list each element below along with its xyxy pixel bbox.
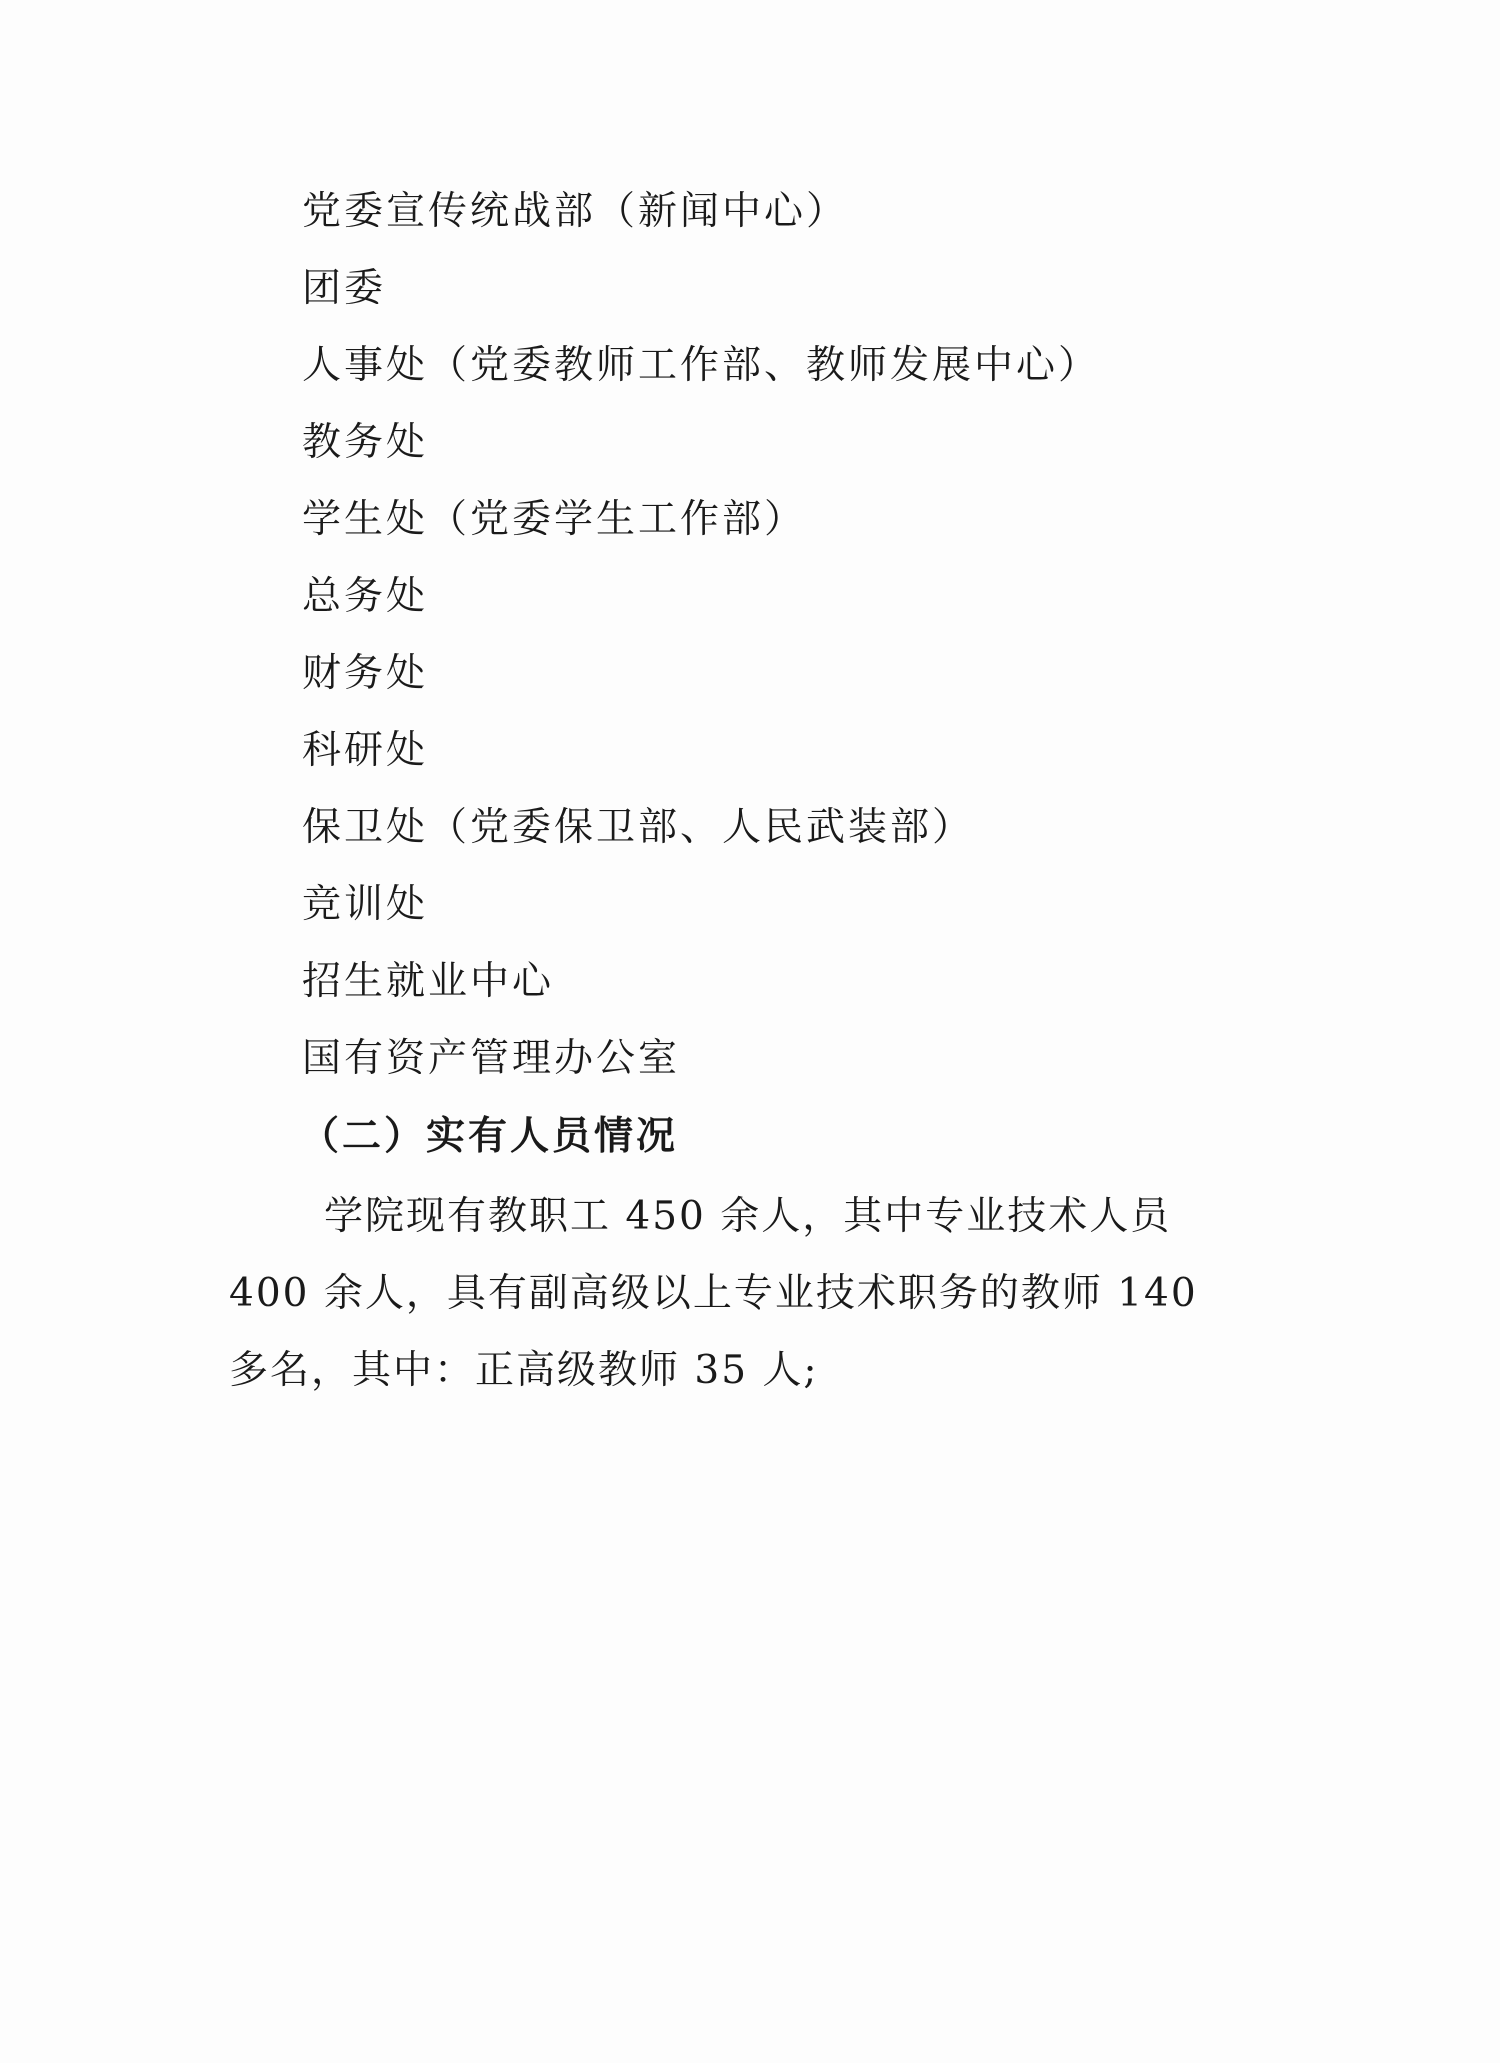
department-item: 招生就业中心 [302,959,555,1004]
department-item: 教务处 [302,420,429,465]
department-item: 人事处（党委教师工作部、教师发展中心） [302,343,1101,388]
department-list [302,180,1100,1104]
department-item: 竞训处 [302,882,429,927]
section-heading: （二）实有人员情况 [300,1113,679,1159]
department-item: 保卫处（党委保卫部、人民武装部） [302,805,975,850]
department-item: 党委宣传统战部（新闻中心） [302,189,849,234]
department-item: 总务处 [302,574,429,619]
department-item: 财务处 [302,651,429,696]
department-item: 国有资产管理办公室 [302,1036,681,1081]
department-item: 学生处（党委学生工作部） [302,497,807,542]
department-item: 科研处 [302,728,429,773]
body-paragraph: 学院现有教职工 450 余人，其中专业技术人员 400 余人，具有副高级以上专业技术职务的教师 140 多名，其中：正高级教师 35 人; [229,1194,1198,1393]
department-item: 团委 [302,266,387,311]
